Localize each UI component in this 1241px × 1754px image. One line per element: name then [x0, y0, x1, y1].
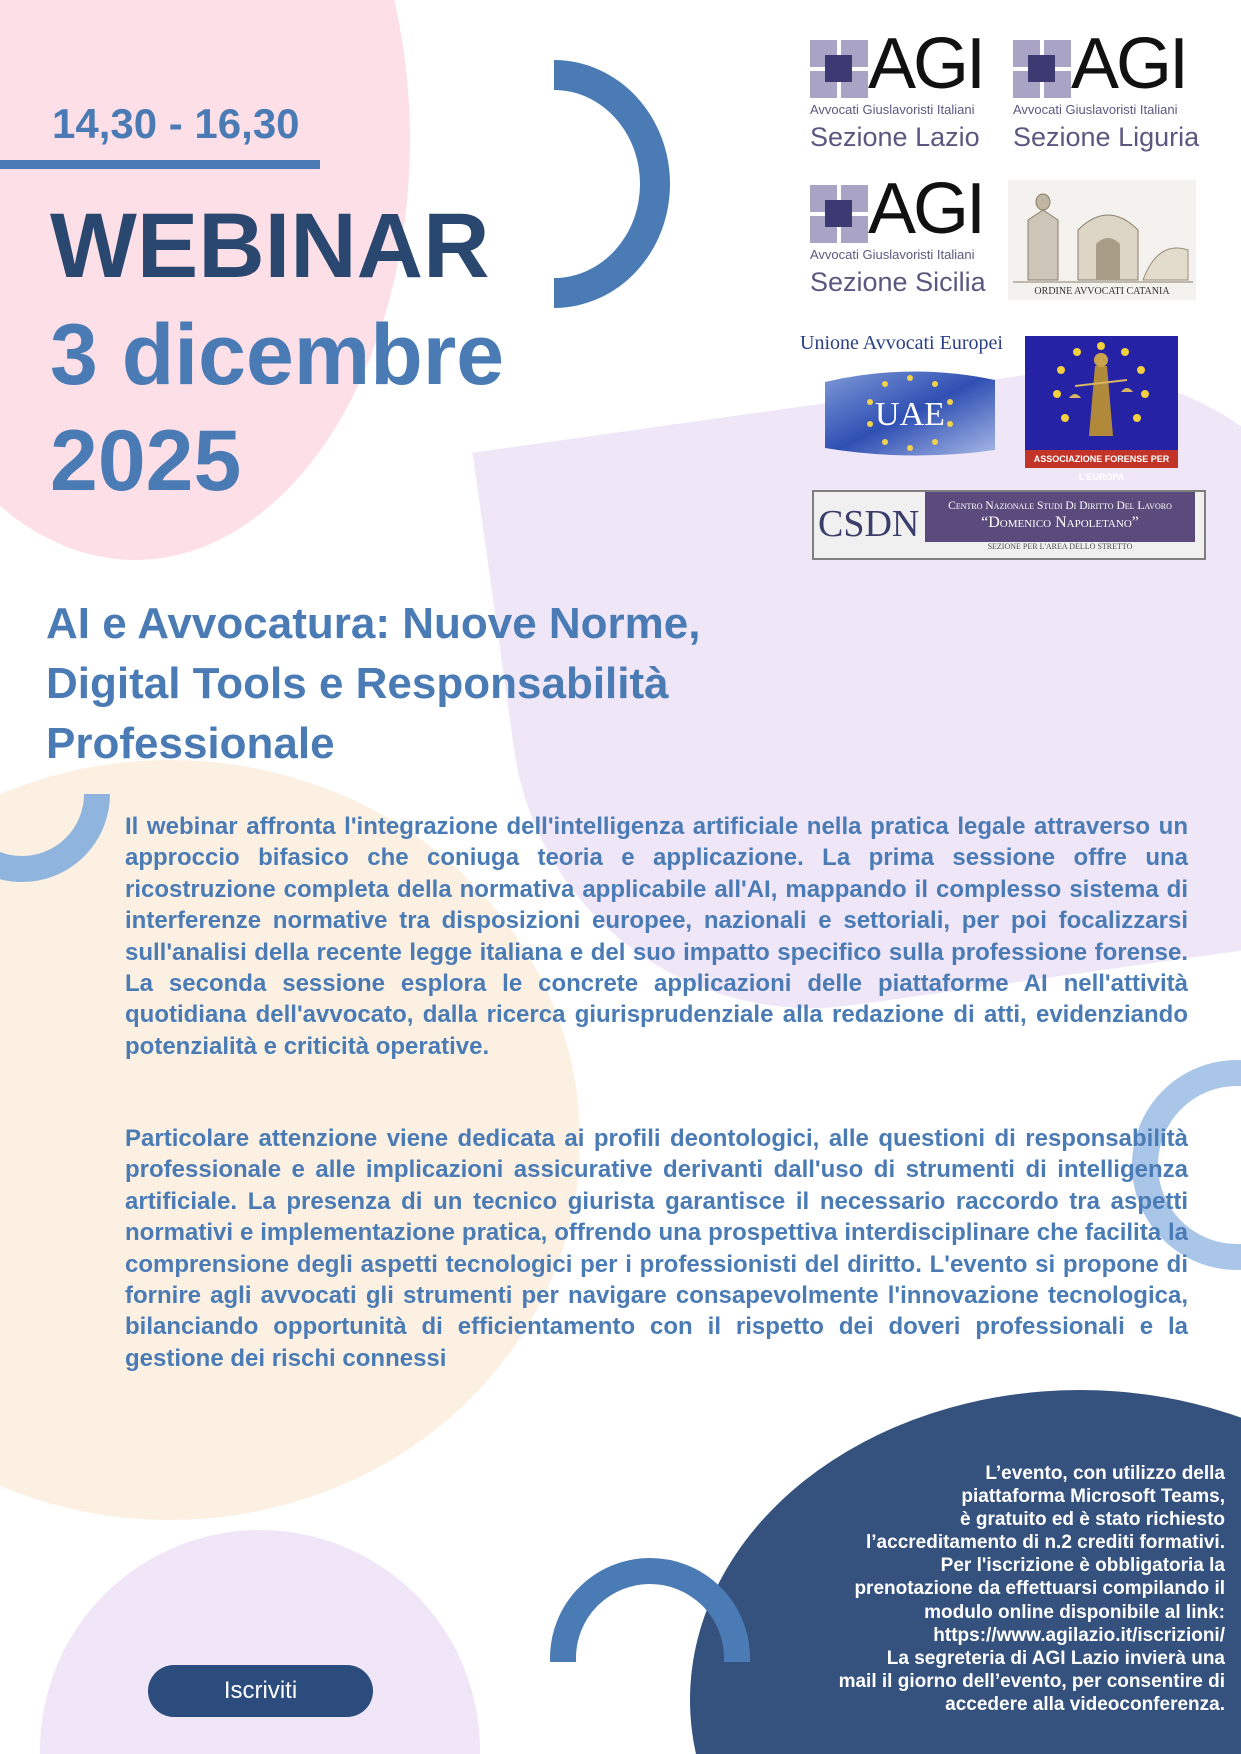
agi-sicilia-logo: [810, 169, 990, 298]
agi-subtitle: Avvocati Giuslavoristi Italiani: [1013, 102, 1178, 117]
agi-liguria-logo: [1013, 24, 1200, 153]
description-paragraph-2: Particolare attenzione viene dedicata ai profili deontologici, alle questioni di responsabilità professionale e alle implicazioni assicurative derivanti dall'uso di strumenti di intelligenza artificiale. La presenza di un tecnico giurista garantisce il necessario raccordo tra aspetti normativi e implementazione pratica, offrendo una prospettiva interdisciplinare che facilita la comprensione degli aspetti tecnologici per i professionisti del diritto. L'evento si propone di fornire agli avvocati gli strumenti per navigare consapevolmente l'innovazione tecnologica, bilanciando opportunità di efficientamento con il rispetto dei doveri professionali e la gestione dei rischi connessi: [125, 1125, 1188, 1372]
uae-logo: [820, 362, 1000, 462]
agi-wordmark: AGI: [1071, 24, 1187, 104]
info-line: è gratuito ed è stato richiesto: [960, 1509, 1225, 1531]
afe-caption: ASSOCIAZIONE FORENSE PER L'EUROPA: [1025, 450, 1178, 468]
schedule-time: 14,30 - 16,30: [52, 100, 300, 147]
registration-link[interactable]: https://www.agilazio.it/iscrizioni/: [933, 1624, 1225, 1646]
csdn-line2: “Domenico Napoletano”: [981, 514, 1139, 531]
time-underline: [0, 160, 320, 169]
info-line: mail il giorno dell’evento, per consentire di: [838, 1670, 1225, 1692]
register-button[interactable]: [148, 1665, 373, 1717]
agi-section-name: Sezione Sicilia: [810, 267, 986, 297]
register-button-label: Iscriviti: [223, 1677, 298, 1704]
agi-wordmark: AGI: [868, 24, 984, 104]
agi-section-name: Sezione Liguria: [1013, 122, 1200, 152]
agi-lazio-logo: [810, 24, 990, 153]
description-paragraph-1: Il webinar affronta l'integrazione dell'intelligenza artificiale nella pratica legale attraverso un approccio bifasico che coniuga teoria e applicazione. La prima sessione offre una ricostruzione completa della normativa applicabile all'AI, mappando il complesso sistema di interferenze normative tra disposizioni europee, nazionali e settoriali, per poi focalizzarsi sull'analisi della recente legge italiana e del suo impatto specifico sulla professione forense. La seconda sessione esplora le concrete applicazioni delle piattaforme AI nell'attività quotidiana dell'avvocato, dalla ricerca giurisprudenziale alla redazione di atti, evidenziando potenzialità e criticità operative.: [125, 813, 1188, 1060]
event-title: AI e Avvocatura: Nuove Norme, Digital Tools e Responsabilità Professionale: [46, 599, 701, 768]
ordine-avvocati-catania-logo: [1008, 180, 1196, 300]
info-line: Per l'iscrizione è obbligatoria la: [940, 1555, 1225, 1577]
agi-section-name: Sezione Lazio: [810, 122, 980, 152]
csdn-name-panel: [925, 492, 1195, 542]
info-line: piattaforma Microsoft Teams,: [961, 1486, 1225, 1508]
agi-subtitle: Avvocati Giuslavoristi Italiani: [810, 102, 975, 117]
registration-info: [770, 1462, 1225, 1716]
info-line: accedere alla videoconferenza.: [945, 1693, 1225, 1715]
statue-sketch-icon: [1008, 180, 1196, 286]
info-line: l’accreditamento di n.2 crediti formativi.: [866, 1532, 1225, 1554]
csdn-line3: SEZIONE PER L'AREA DELLO STRETTO: [987, 542, 1133, 551]
lavender-circle-decoration: [40, 1530, 480, 1754]
csdn-line1: Centro Nazionale Studi Di Diritto Del Lavoro: [948, 500, 1172, 512]
agi-squares-icon: [810, 40, 868, 98]
event-date-day: 3 dicembre: [50, 307, 505, 403]
info-line: La segreteria di AGI Lazio invierà una: [886, 1647, 1225, 1669]
event-date-year: 2025: [50, 413, 242, 509]
csdn-abbr-text: CSDN: [818, 503, 920, 545]
agi-squares-icon: [1013, 40, 1071, 98]
webinar-label: WEBINAR: [50, 195, 490, 297]
agi-subtitle: Avvocati Giuslavoristi Italiani: [810, 247, 975, 262]
uae-label: Unione Avvocati Europei: [800, 332, 1003, 354]
ordine-caption: ORDINE AVVOCATI CATANIA: [1034, 286, 1170, 297]
lady-justice-icon: [1025, 336, 1178, 450]
info-line: L’evento, con utilizzo della: [985, 1463, 1225, 1484]
info-line: modulo online disponibile al link:: [924, 1601, 1225, 1623]
csdn-abbreviation: [814, 492, 924, 554]
info-line: prenotazione da effettuarsi compilando il: [854, 1578, 1225, 1600]
afe-logo: [1025, 336, 1178, 468]
agi-squares-icon: [810, 185, 868, 243]
agi-wordmark: AGI: [868, 169, 984, 249]
uae-badge-text: UAE: [875, 396, 945, 433]
